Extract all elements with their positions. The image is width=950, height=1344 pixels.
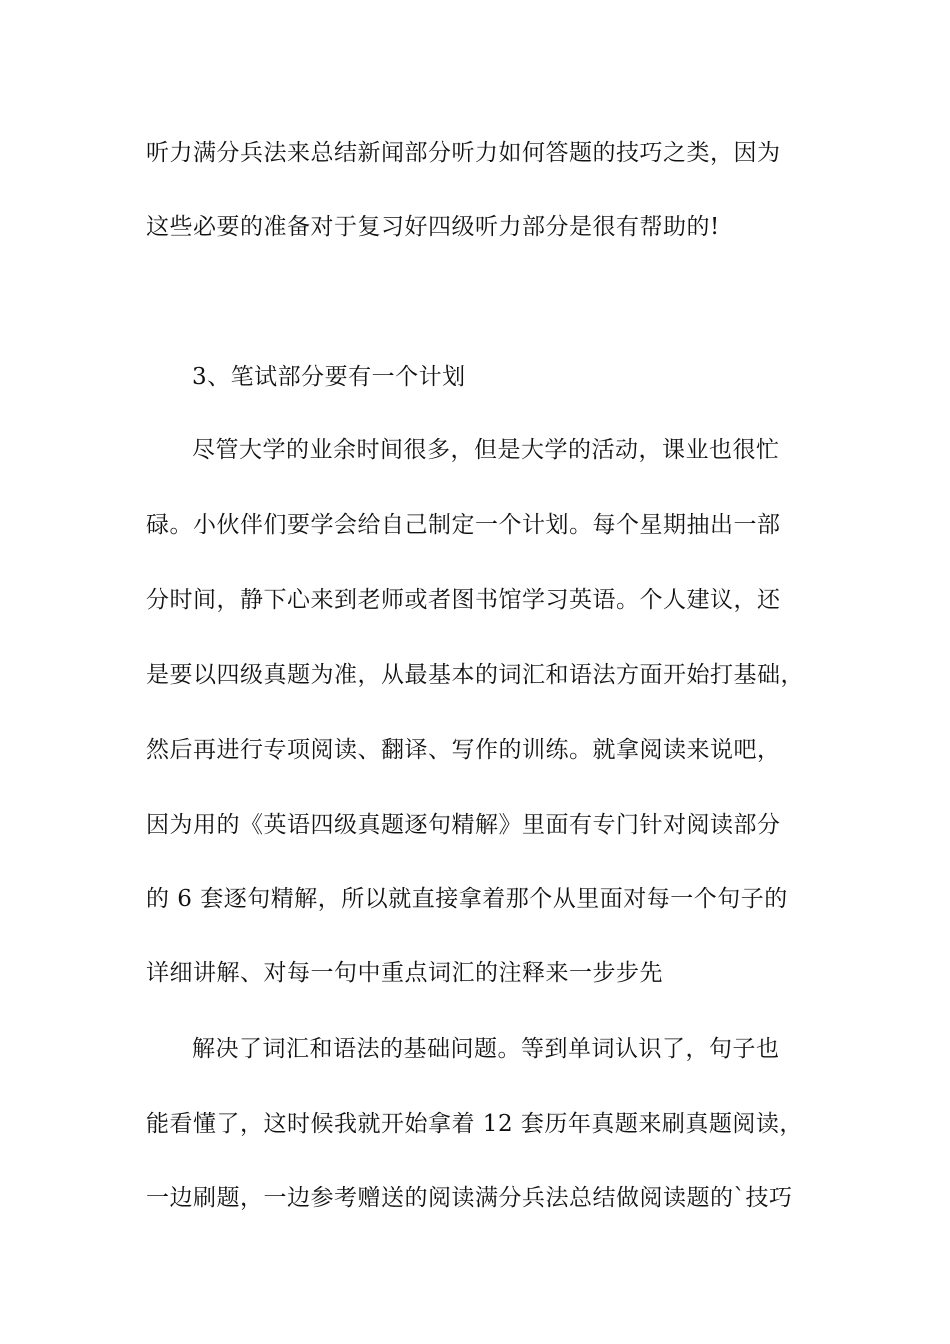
paragraph-line: 因为用的《英语四级真题逐句精解》里面有专门针对阅读部分 <box>146 812 781 838</box>
paragraph-line: 详细讲解、对每一句中重点词汇的注释来一步步先 <box>146 960 663 986</box>
paragraph-line: 听力满分兵法来总结新闻部分听力如何答题的技巧之类，因为 <box>146 140 781 166</box>
paragraph-line: 然后再进行专项阅读、翻译、写作的训练。就拿阅读来说吧， <box>146 737 781 763</box>
paragraph-line: 是要以四级真题为准，从最基本的词汇和语法方面开始打基础， <box>146 662 804 688</box>
paragraph-line: 能看懂了，这时候我就开始拿着 12 套历年真题来刷真题阅读， <box>146 1111 803 1137</box>
paragraph-line: 解决了词汇和语法的基础问题。等到单词认识了，句子也 <box>192 1036 780 1062</box>
paragraph-line: 尽管大学的业余时间很多，但是大学的活动，课业也很忙 <box>192 437 780 463</box>
section-heading: 3、笔试部分要有一个计划 <box>192 364 466 390</box>
paragraph-line: 的 6 套逐句精解，所以就直接拿着那个从里面对每一个句子的 <box>146 886 788 912</box>
paragraph-line: 分时间，静下心来到老师或者图书馆学习英语。个人建议，还 <box>146 587 781 613</box>
paragraph-line: 碌。小伙伴们要学会给自己制定一个计划。每个星期抽出一部 <box>146 512 781 538</box>
paragraph-line: 一边刷题，一边参考赠送的阅读满分兵法总结做阅读题的`技巧 <box>146 1185 793 1211</box>
paragraph-line: 这些必要的准备对于复习好四级听力部分是很有帮助的! <box>146 214 720 240</box>
